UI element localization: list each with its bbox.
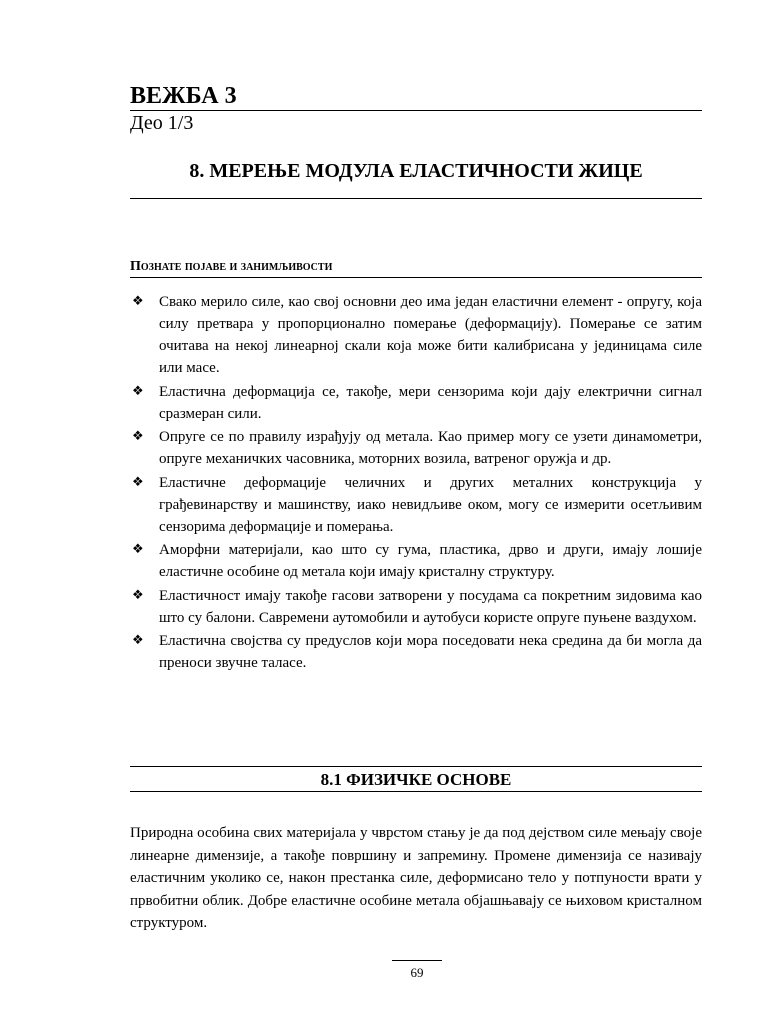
- page-number: 69: [410, 965, 424, 980]
- list-item-text: Опруге се по правилу израђују од метала. Као пример могу се узети динамометри, опруге механичких часовника, моторних возила, ватреног оружја и др.: [159, 429, 702, 467]
- list-item: [130, 539, 702, 583]
- list-item: [130, 472, 702, 538]
- list-item: [130, 426, 702, 470]
- chapter-title: 8. МЕРЕЊЕ МОДУЛА ЕЛАСТИЧНОСТИ ЖИЦЕ: [189, 160, 643, 182]
- list-item: [130, 381, 702, 425]
- diamond-bullet-icon: ❖: [132, 633, 144, 648]
- list-item-text: Еластичне деформације челичних и других металних конструкција у грађевинарству и машинству, иако невидљиве оком, могу се измерити осетљивим сензорима деформације и померања.: [159, 474, 702, 535]
- list-item-text: Еластична својства су предуслов који мора поседовати нека средина да би могла да преноси звучне таласе.: [159, 633, 702, 671]
- list-item: [130, 291, 702, 379]
- list-item-text: Еластичност имају такође гасови затворени у посудама са покретним зидовима као што су балони. Савремени аутомобили и аутобуси користе опруге пуњене ваздухом.: [159, 587, 702, 626]
- diamond-bullet-icon: ❖: [132, 294, 144, 309]
- exercise-part-label: Део 1/3: [130, 112, 194, 134]
- chapter-divider: [130, 198, 702, 199]
- physical-basics-top-divider: [130, 766, 702, 767]
- list-item: [130, 585, 702, 629]
- exercise-title: ВЕЖБА 3: [130, 82, 702, 111]
- physical-basics-paragraph: Природна особина свих материјала у чврстом стању је да под дејством силе мењају своје линеарне димензије, а такође површину и запремину. Промене димензија се називају еластичним уколико се, након престанка силе, деформисано тело у потпуности врати у првобитни облик. Добре еластичне особине метала објашњавају се њиховом кристалном структуром.: [130, 825, 702, 931]
- known-phenomena-list: [130, 291, 702, 676]
- physical-basics-heading: 8.1 ФИЗИЧКЕ ОСНОВЕ: [130, 769, 702, 792]
- list-item: [130, 630, 702, 674]
- diamond-bullet-icon: ❖: [132, 587, 144, 603]
- diamond-bullet-icon: ❖: [132, 542, 144, 557]
- list-item-text: Свако мерило силе, као свој основни део има један еластични елемент - опругу, која силу претвара у пропорционално померање (деформацију). Померање се затим очитава на некој линеарној скали која може бити калибрисана у јединицама силе или масе.: [159, 294, 702, 376]
- known-phenomena-heading: Познате појаве и занимљивости: [130, 258, 702, 278]
- list-item-text: Аморфни материјали, као што су гума, пластика, дрво и други, имају лошије еластичне особине од метала који имају кристалну структуру.: [159, 542, 702, 580]
- footer-divider: [392, 960, 442, 961]
- list-item-text: Еластична деформација се, такође, мери сензорима који дају електрични сигнал сразмеран сили.: [159, 383, 702, 422]
- diamond-bullet-icon: ❖: [132, 383, 144, 399]
- diamond-bullet-icon: ❖: [132, 474, 144, 490]
- diamond-bullet-icon: ❖: [132, 429, 144, 444]
